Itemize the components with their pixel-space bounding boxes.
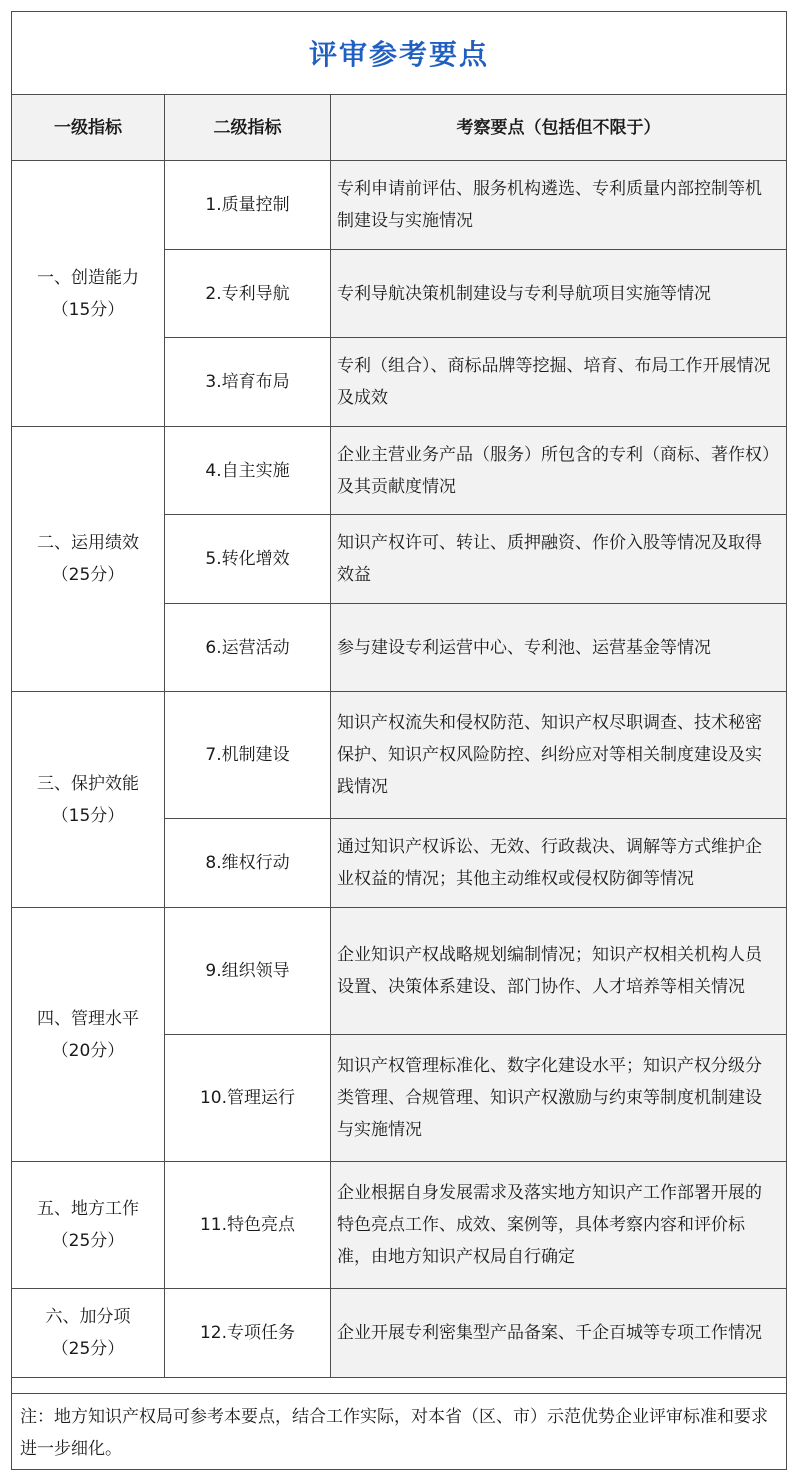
- points-cell: 企业开展专利密集型产品备案、千企百城等专项工作情况: [331, 1289, 787, 1378]
- category-name: 四、管理水平: [37, 1008, 139, 1029]
- category-score: （15分）: [51, 299, 125, 320]
- table-row: [12, 908, 786, 1035]
- points-cell: 企业主营业务产品（服务）所包含的专利（商标、著作权）及其贡献度情况: [331, 427, 787, 515]
- category-score: （25分）: [51, 565, 125, 585]
- indicator-cell: 11.特色亮点: [165, 1162, 331, 1289]
- category-name: 五、地方工作: [37, 1199, 139, 1219]
- indicator-cell: 8.维权行动: [165, 819, 331, 908]
- table-row: [12, 1162, 786, 1289]
- points-cell: 专利（组合）、商标品牌等挖掘、培育、布局工作开展情况及成效: [331, 338, 787, 427]
- points-cell: 知识产权许可、转让、质押融资、作价入股等情况及取得效益: [331, 515, 787, 604]
- category-score: （25分）: [51, 1231, 125, 1251]
- indicator-cell: 6.运营活动: [165, 604, 331, 692]
- indicator-cell: 3.培育布局: [165, 338, 331, 427]
- header-level1: 一级指标: [12, 95, 165, 161]
- category-cell: [12, 908, 165, 1162]
- header-points: 考察要点（包括但不限于）: [331, 95, 787, 161]
- indicator-cell: 12.专项任务: [165, 1289, 331, 1378]
- points-cell: 知识产权流失和侵权防范、知识产权尽职调查、技术秘密保护、知识产权风险防控、纠纷应对等相关制度建设及实践情况: [331, 692, 787, 819]
- indicator-cell: 7.机制建设: [165, 692, 331, 819]
- indicator-cell: 2.专利导航: [165, 250, 331, 338]
- points-cell: 专利导航决策机制建设与专利导航项目实施等情况: [331, 250, 787, 338]
- points-cell: 专利申请前评估、服务机构遴选、专利质量内部控制等机制建设与实施情况: [331, 161, 787, 250]
- category-score: （25分）: [51, 1339, 125, 1359]
- category-cell: [12, 692, 165, 908]
- indicator-cell: 9.组织领导: [165, 908, 331, 1035]
- category-cell: [12, 1162, 165, 1289]
- table-header-row: [12, 95, 786, 161]
- criteria-table-frame: [11, 11, 787, 1470]
- category-cell: [12, 161, 165, 427]
- indicator-cell: 5.转化增效: [165, 515, 331, 604]
- category-name: 二、运用绩效: [37, 533, 139, 553]
- points-cell: 企业知识产权战略规划编制情况；知识产权相关机构人员设置、决策体系建设、部门协作、人才培养等相关情况: [331, 908, 787, 1035]
- points-cell: 知识产权管理标准化、数字化建设水平；知识产权分级分类管理、合规管理、知识产权激励与约束等制度机制建设与实施情况: [331, 1035, 787, 1162]
- page-title: 评审参考要点: [308, 38, 489, 71]
- criteria-table: [12, 95, 786, 1378]
- category-name: 六、加分项: [45, 1307, 131, 1327]
- table-row: [12, 427, 786, 515]
- category-name: 三、保护效能: [37, 773, 139, 794]
- indicator-cell: 1.质量控制: [165, 161, 331, 250]
- points-cell: 企业根据自身发展需求及落实地方知识产工作部署开展的特色亮点工作、成效、案例等，具体考察内容和评价标准，由地方知识产权局自行确定: [331, 1162, 787, 1289]
- category-cell: [12, 427, 165, 692]
- category-name: 一、创造能力: [37, 267, 139, 288]
- table-row: [12, 692, 786, 819]
- category-score: （15分）: [51, 805, 125, 826]
- table-row: [12, 161, 786, 250]
- indicator-cell: 10.管理运行: [165, 1035, 331, 1162]
- category-score: （20分）: [51, 1040, 125, 1061]
- footnote: 注：地方知识产权局可参考本要点，结合工作实际，对本省（区、市）示范优势企业评审标准和要求进一步细化。: [12, 1393, 786, 1469]
- header-level2: 二级指标: [165, 95, 331, 161]
- category-cell: [12, 1289, 165, 1378]
- indicator-cell: 4.自主实施: [165, 427, 331, 515]
- points-cell: 参与建设专利运营中心、专利池、运营基金等情况: [331, 604, 787, 692]
- points-cell: 通过知识产权诉讼、无效、行政裁决、调解等方式维护企业权益的情况；其他主动维权或侵权防御等情况: [331, 819, 787, 908]
- title-row: [12, 12, 786, 95]
- table-row: [12, 1289, 786, 1378]
